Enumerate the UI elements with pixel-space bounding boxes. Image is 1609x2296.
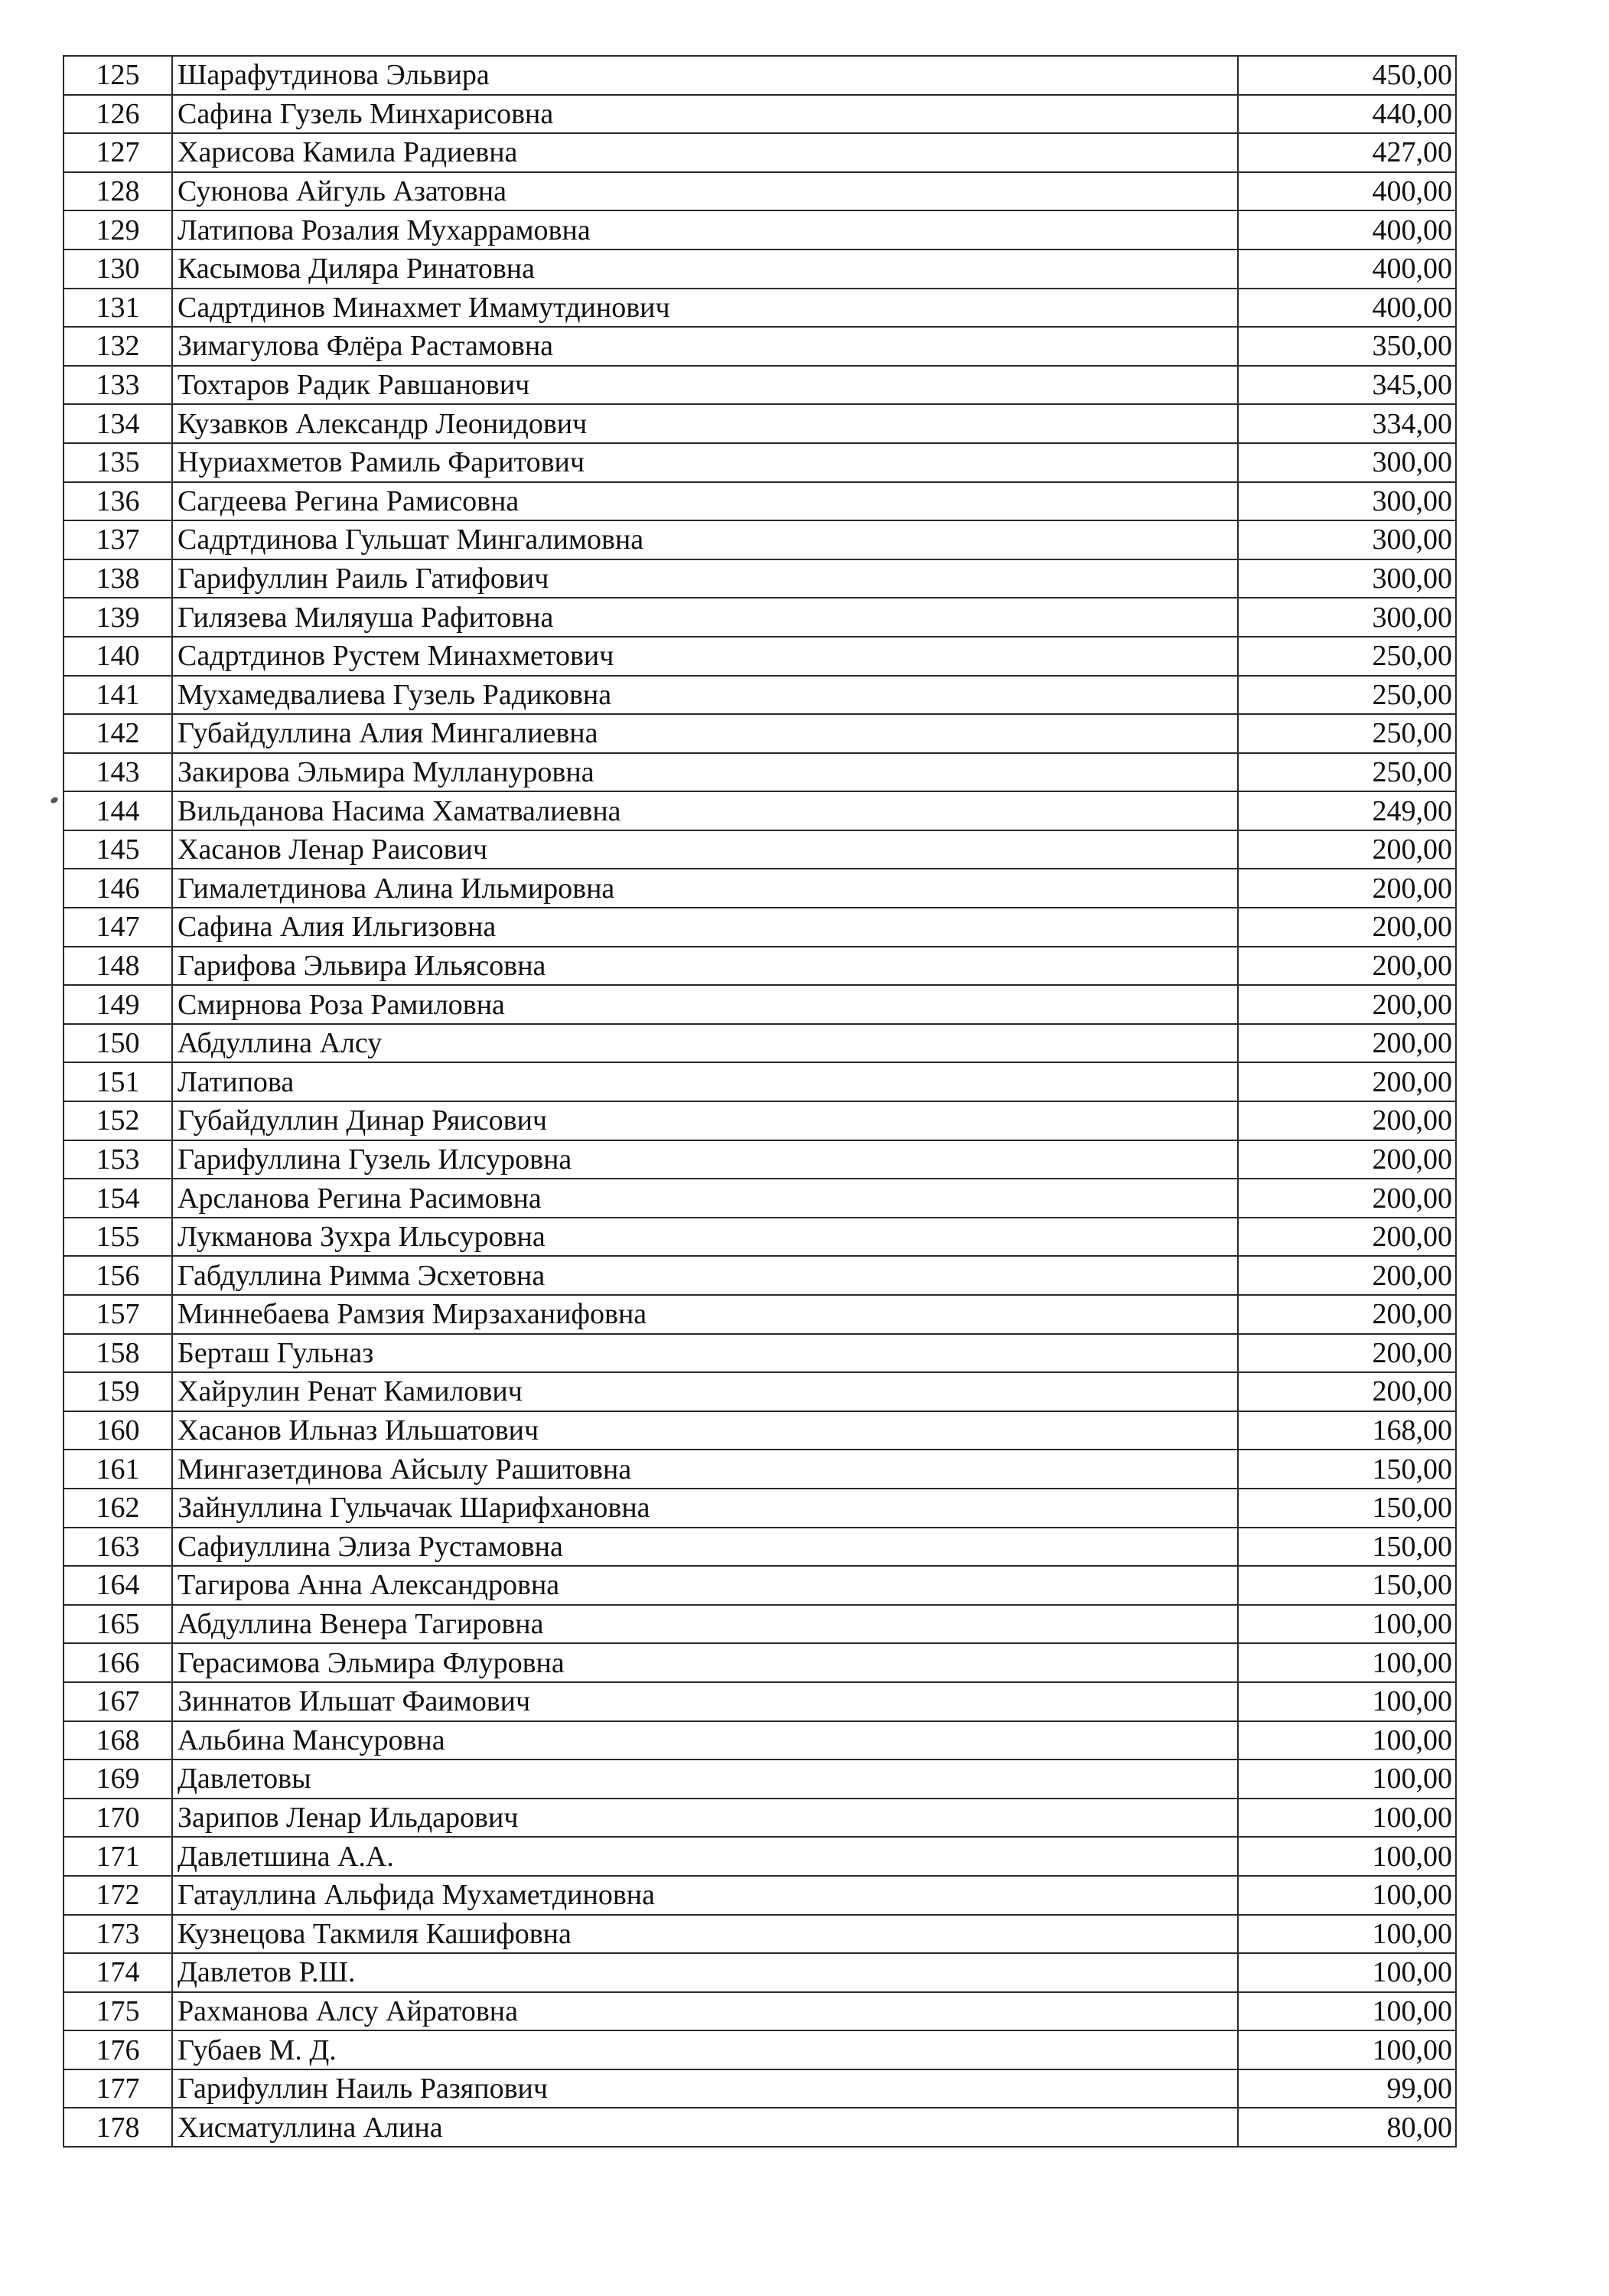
table-row bbox=[64, 1295, 1456, 1334]
donor-name: Касымова Диляра Ринатовна bbox=[172, 249, 1238, 289]
donor-name: Арсланова Регина Расимовна bbox=[172, 1179, 1238, 1218]
row-number: 161 bbox=[64, 1450, 172, 1489]
table-row bbox=[64, 327, 1456, 366]
row-number: 143 bbox=[64, 753, 172, 792]
table-row bbox=[64, 1489, 1456, 1528]
row-number: 150 bbox=[64, 1024, 172, 1063]
row-number: 130 bbox=[64, 249, 172, 289]
donation-amount: 250,00 bbox=[1238, 714, 1456, 753]
table-row bbox=[64, 1062, 1456, 1101]
row-number: 163 bbox=[64, 1528, 172, 1567]
donation-amount: 100,00 bbox=[1238, 1721, 1456, 1760]
table-row bbox=[64, 1799, 1456, 1838]
row-number: 142 bbox=[64, 714, 172, 753]
donation-amount: 150,00 bbox=[1238, 1450, 1456, 1489]
table-row bbox=[64, 133, 1456, 172]
donation-amount: 168,00 bbox=[1238, 1411, 1456, 1450]
donation-amount: 400,00 bbox=[1238, 210, 1456, 249]
donor-name: Гарифова Эльвира Ильясовна bbox=[172, 947, 1238, 986]
donor-name: Берташ Гульназ bbox=[172, 1334, 1238, 1373]
donor-name: Садртдинова Гульшат Мингалимовна bbox=[172, 520, 1238, 559]
donation-amount: 150,00 bbox=[1238, 1528, 1456, 1567]
donor-name: Гарифуллина Гузель Илсуровна bbox=[172, 1140, 1238, 1179]
donor-name: Давлетшина А.А. bbox=[172, 1837, 1238, 1876]
donor-name: Гималетдинова Алина Ильмировна bbox=[172, 869, 1238, 908]
table-row bbox=[64, 443, 1456, 482]
row-number: 175 bbox=[64, 1992, 172, 2031]
table-row bbox=[64, 1915, 1456, 1954]
row-number: 171 bbox=[64, 1837, 172, 1876]
donation-amount: 440,00 bbox=[1238, 95, 1456, 134]
table-row bbox=[64, 1450, 1456, 1489]
donation-amount: 100,00 bbox=[1238, 1876, 1456, 1915]
donation-amount: 200,00 bbox=[1238, 1256, 1456, 1295]
table-row bbox=[64, 1334, 1456, 1373]
donor-name: Сафиуллина Элиза Рустамовна bbox=[172, 1528, 1238, 1567]
donation-amount: 150,00 bbox=[1238, 1566, 1456, 1605]
donor-name: Рахманова Алсу Айратовна bbox=[172, 1992, 1238, 2031]
table-row bbox=[64, 1101, 1456, 1140]
donor-name: Зимагулова Флёра Растамовна bbox=[172, 327, 1238, 366]
row-number: 157 bbox=[64, 1295, 172, 1334]
donation-amount: 250,00 bbox=[1238, 753, 1456, 792]
donor-name: Зайнуллина Гульчачак Шарифхановна bbox=[172, 1489, 1238, 1528]
donor-name: Давлетов Р.Ш. bbox=[172, 1953, 1238, 1992]
row-number: 172 bbox=[64, 1876, 172, 1915]
row-number: 126 bbox=[64, 95, 172, 134]
table-row bbox=[64, 482, 1456, 521]
donor-name: Тохтаров Радик Равшанович bbox=[172, 366, 1238, 405]
row-number: 127 bbox=[64, 133, 172, 172]
table-row bbox=[64, 404, 1456, 443]
donation-amount: 100,00 bbox=[1238, 1799, 1456, 1838]
donation-amount: 100,00 bbox=[1238, 1643, 1456, 1682]
table-row bbox=[64, 2030, 1456, 2069]
donor-name: Нуриахметов Рамиль Фаритович bbox=[172, 443, 1238, 482]
donor-name: Хасанов Ильназ Ильшатович bbox=[172, 1411, 1238, 1450]
donation-amount: 200,00 bbox=[1238, 985, 1456, 1024]
table-row bbox=[64, 289, 1456, 328]
row-number: 125 bbox=[64, 56, 172, 95]
table-row bbox=[64, 249, 1456, 289]
donation-amount: 150,00 bbox=[1238, 1489, 1456, 1528]
donations-table bbox=[63, 55, 1457, 2148]
table-row bbox=[64, 598, 1456, 637]
scan-speck bbox=[50, 796, 59, 804]
table-row bbox=[64, 559, 1456, 598]
donation-amount: 200,00 bbox=[1238, 1372, 1456, 1411]
donation-amount: 200,00 bbox=[1238, 908, 1456, 947]
donor-name: Хасанов Ленар Раисович bbox=[172, 830, 1238, 869]
row-number: 148 bbox=[64, 947, 172, 986]
row-number: 134 bbox=[64, 404, 172, 443]
donor-name: Губайдуллин Динар Ряисович bbox=[172, 1101, 1238, 1140]
donation-amount: 100,00 bbox=[1238, 1915, 1456, 1954]
donation-amount: 80,00 bbox=[1238, 2108, 1456, 2147]
donation-amount: 300,00 bbox=[1238, 598, 1456, 637]
row-number: 173 bbox=[64, 1915, 172, 1954]
row-number: 135 bbox=[64, 443, 172, 482]
donation-amount: 200,00 bbox=[1238, 1179, 1456, 1218]
table-row bbox=[64, 791, 1456, 830]
table-row bbox=[64, 210, 1456, 249]
table-row bbox=[64, 1643, 1456, 1682]
row-number: 160 bbox=[64, 1411, 172, 1450]
donation-amount: 100,00 bbox=[1238, 2030, 1456, 2069]
table-row bbox=[64, 1566, 1456, 1605]
table-row bbox=[64, 2069, 1456, 2108]
row-number: 133 bbox=[64, 366, 172, 405]
donation-amount: 450,00 bbox=[1238, 56, 1456, 95]
donation-amount: 345,00 bbox=[1238, 366, 1456, 405]
donation-amount: 250,00 bbox=[1238, 637, 1456, 676]
row-number: 144 bbox=[64, 791, 172, 830]
table-row bbox=[64, 95, 1456, 134]
table-row bbox=[64, 366, 1456, 405]
row-number: 167 bbox=[64, 1682, 172, 1721]
donation-amount: 200,00 bbox=[1238, 869, 1456, 908]
table-row bbox=[64, 1411, 1456, 1450]
row-number: 158 bbox=[64, 1334, 172, 1373]
table-row bbox=[64, 830, 1456, 869]
table-row bbox=[64, 1760, 1456, 1799]
table-row bbox=[64, 1024, 1456, 1063]
donor-name: Смирнова Роза Рамиловна bbox=[172, 985, 1238, 1024]
row-number: 132 bbox=[64, 327, 172, 366]
table-row bbox=[64, 172, 1456, 211]
row-number: 169 bbox=[64, 1760, 172, 1799]
donation-amount: 400,00 bbox=[1238, 289, 1456, 328]
table-row bbox=[64, 1992, 1456, 2031]
donor-name: Абдуллина Венера Тагировна bbox=[172, 1605, 1238, 1644]
row-number: 166 bbox=[64, 1643, 172, 1682]
donation-amount: 350,00 bbox=[1238, 327, 1456, 366]
donation-amount: 400,00 bbox=[1238, 249, 1456, 289]
donation-amount: 200,00 bbox=[1238, 1218, 1456, 1257]
row-number: 162 bbox=[64, 1489, 172, 1528]
donor-name: Сафина Гузель Минхарисовна bbox=[172, 95, 1238, 134]
row-number: 177 bbox=[64, 2069, 172, 2108]
row-number: 136 bbox=[64, 482, 172, 521]
donor-name: Вильданова Насима Хаматвалиевна bbox=[172, 791, 1238, 830]
donor-name: Суюнова Айгуль Азатовна bbox=[172, 172, 1238, 211]
row-number: 152 bbox=[64, 1101, 172, 1140]
row-number: 140 bbox=[64, 637, 172, 676]
table-row bbox=[64, 520, 1456, 559]
donation-amount: 100,00 bbox=[1238, 1992, 1456, 2031]
donor-name: Лукманова Зухра Ильсуровна bbox=[172, 1218, 1238, 1257]
row-number: 141 bbox=[64, 676, 172, 715]
row-number: 156 bbox=[64, 1256, 172, 1295]
row-number: 138 bbox=[64, 559, 172, 598]
table-body bbox=[64, 56, 1456, 2147]
donor-name: Кузавков Александр Леонидович bbox=[172, 404, 1238, 443]
donor-name: Абдуллина Алсу bbox=[172, 1024, 1238, 1063]
donor-name: Гарифуллин Наиль Разяпович bbox=[172, 2069, 1238, 2108]
row-number: 147 bbox=[64, 908, 172, 947]
row-number: 176 bbox=[64, 2030, 172, 2069]
donor-name: Миннебаева Рамзия Мирзаханифовна bbox=[172, 1295, 1238, 1334]
donor-name: Сафина Алия Ильгизовна bbox=[172, 908, 1238, 947]
donation-amount: 200,00 bbox=[1238, 1024, 1456, 1063]
table-row bbox=[64, 1721, 1456, 1760]
donation-amount: 400,00 bbox=[1238, 172, 1456, 211]
table-row bbox=[64, 714, 1456, 753]
donor-name: Кузнецова Такмиля Кашифовна bbox=[172, 1915, 1238, 1954]
row-number: 146 bbox=[64, 869, 172, 908]
row-number: 128 bbox=[64, 172, 172, 211]
donation-amount: 200,00 bbox=[1238, 1101, 1456, 1140]
row-number: 165 bbox=[64, 1605, 172, 1644]
donation-amount: 200,00 bbox=[1238, 1334, 1456, 1373]
table-row bbox=[64, 637, 1456, 676]
table-row bbox=[64, 1605, 1456, 1644]
row-number: 131 bbox=[64, 289, 172, 328]
donation-amount: 99,00 bbox=[1238, 2069, 1456, 2108]
donor-name: Закирова Эльмира Муллануровна bbox=[172, 753, 1238, 792]
table-row bbox=[64, 1953, 1456, 1992]
row-number: 155 bbox=[64, 1218, 172, 1257]
table-row bbox=[64, 985, 1456, 1024]
donor-name: Харисова Камила Радиевна bbox=[172, 133, 1238, 172]
row-number: 153 bbox=[64, 1140, 172, 1179]
table-row bbox=[64, 1256, 1456, 1295]
donation-amount: 100,00 bbox=[1238, 1682, 1456, 1721]
table-row bbox=[64, 2108, 1456, 2147]
table-row bbox=[64, 1218, 1456, 1257]
donation-amount: 300,00 bbox=[1238, 443, 1456, 482]
table-row bbox=[64, 1682, 1456, 1721]
table-row bbox=[64, 753, 1456, 792]
row-number: 168 bbox=[64, 1721, 172, 1760]
table-row bbox=[64, 1837, 1456, 1876]
donor-name: Тагирова Анна Александровна bbox=[172, 1566, 1238, 1605]
table-row bbox=[64, 1372, 1456, 1411]
donation-amount: 300,00 bbox=[1238, 520, 1456, 559]
table-row bbox=[64, 56, 1456, 95]
donation-amount: 200,00 bbox=[1238, 947, 1456, 986]
donor-name: Мухамедвалиева Гузель Радиковна bbox=[172, 676, 1238, 715]
donor-name: Латипова Розалия Мухаррамовна bbox=[172, 210, 1238, 249]
row-number: 145 bbox=[64, 830, 172, 869]
row-number: 149 bbox=[64, 985, 172, 1024]
donation-amount: 300,00 bbox=[1238, 482, 1456, 521]
donor-name: Губаев М. Д. bbox=[172, 2030, 1238, 2069]
table-row bbox=[64, 947, 1456, 986]
row-number: 154 bbox=[64, 1179, 172, 1218]
row-number: 159 bbox=[64, 1372, 172, 1411]
row-number: 174 bbox=[64, 1953, 172, 1992]
donor-name: Гатауллина Альфида Мухаметдиновна bbox=[172, 1876, 1238, 1915]
donation-amount: 427,00 bbox=[1238, 133, 1456, 172]
donation-amount: 200,00 bbox=[1238, 1295, 1456, 1334]
donor-name: Габдуллина Римма Эсхетовна bbox=[172, 1256, 1238, 1295]
donor-name: Губайдуллина Алия Мингалиевна bbox=[172, 714, 1238, 753]
table-row bbox=[64, 676, 1456, 715]
row-number: 139 bbox=[64, 598, 172, 637]
row-number: 164 bbox=[64, 1566, 172, 1605]
donor-name: Давлетовы bbox=[172, 1760, 1238, 1799]
donor-name: Сагдеева Регина Рамисовна bbox=[172, 482, 1238, 521]
donor-name: Альбина Мансуровна bbox=[172, 1721, 1238, 1760]
donor-name: Садртдинов Рустем Минахметович bbox=[172, 637, 1238, 676]
donation-amount: 200,00 bbox=[1238, 830, 1456, 869]
donation-amount: 200,00 bbox=[1238, 1062, 1456, 1101]
row-number: 151 bbox=[64, 1062, 172, 1101]
donor-name: Садртдинов Минахмет Имамутдинович bbox=[172, 289, 1238, 328]
table-row bbox=[64, 1140, 1456, 1179]
donation-amount: 300,00 bbox=[1238, 559, 1456, 598]
donor-name: Зарипов Ленар Ильдарович bbox=[172, 1799, 1238, 1838]
table-row bbox=[64, 1876, 1456, 1915]
donation-amount: 100,00 bbox=[1238, 1760, 1456, 1799]
donation-amount: 200,00 bbox=[1238, 1140, 1456, 1179]
table-row bbox=[64, 1528, 1456, 1567]
donation-amount: 249,00 bbox=[1238, 791, 1456, 830]
donor-name: Хисматуллина Алина bbox=[172, 2108, 1238, 2147]
donation-amount: 100,00 bbox=[1238, 1605, 1456, 1644]
row-number: 129 bbox=[64, 210, 172, 249]
row-number: 178 bbox=[64, 2108, 172, 2147]
table-row bbox=[64, 1179, 1456, 1218]
row-number: 137 bbox=[64, 520, 172, 559]
table-row bbox=[64, 869, 1456, 908]
donor-name: Мингазетдинова Айсылу Рашитовна bbox=[172, 1450, 1238, 1489]
table-row bbox=[64, 908, 1456, 947]
donor-name: Зиннатов Ильшат Фаимович bbox=[172, 1682, 1238, 1721]
donation-amount: 100,00 bbox=[1238, 1837, 1456, 1876]
donor-name: Шарафутдинова Эльвира bbox=[172, 56, 1238, 95]
donor-name: Гилязева Миляуша Рафитовна bbox=[172, 598, 1238, 637]
donation-amount: 334,00 bbox=[1238, 404, 1456, 443]
donor-name: Латипова bbox=[172, 1062, 1238, 1101]
row-number: 170 bbox=[64, 1799, 172, 1838]
donation-amount: 100,00 bbox=[1238, 1953, 1456, 1992]
donor-name: Хайрулин Ренат Камилович bbox=[172, 1372, 1238, 1411]
donation-amount: 250,00 bbox=[1238, 676, 1456, 715]
donor-name: Герасимова Эльмира Флуровна bbox=[172, 1643, 1238, 1682]
donor-name: Гарифуллин Раиль Гатифович bbox=[172, 559, 1238, 598]
